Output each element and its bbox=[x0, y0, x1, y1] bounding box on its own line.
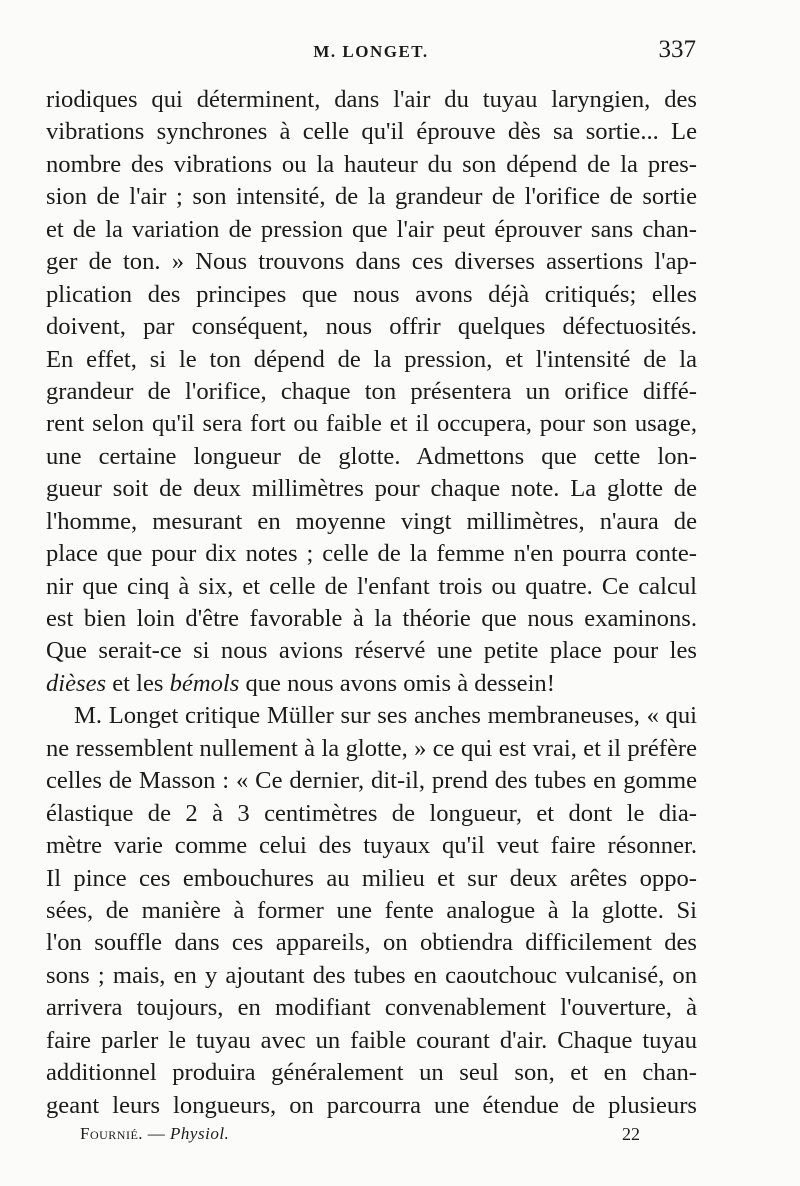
text-segment: rent selon qu'il sera fort ou faible et il occupera, pour son usage, bbox=[46, 410, 697, 438]
text-line bbox=[46, 992, 697, 1024]
text-segment: sion de l'air ; son intensité, de la grandeur de l'orifice de sortie bbox=[46, 183, 697, 211]
signature-title: Physiol. bbox=[170, 1124, 230, 1143]
text-segment: gueur soit de deux millimètres pour chaque note. La glotte de bbox=[46, 475, 697, 503]
text-line bbox=[46, 538, 697, 570]
text-segment: plication des principes que nous avons déjà critiqués; elles bbox=[46, 280, 697, 308]
text-segment: Il pince ces embouchures au milieu et sur deux arêtes oppo- bbox=[46, 864, 697, 892]
text-segment: mètre varie comme celui des tuyaux qu'il veut faire résonner. bbox=[46, 832, 697, 860]
text-segment: ger de ton. » Nous trouvons dans ces diverses assertions l'ap- bbox=[46, 248, 697, 276]
text-segment: riodiques qui déterminent, dans l'air du tuyau laryngien, des bbox=[46, 86, 697, 113]
text-line bbox=[46, 246, 697, 278]
text-line bbox=[46, 344, 697, 376]
text-line bbox=[46, 506, 697, 538]
text-line bbox=[46, 84, 697, 116]
text-segment: geant leurs longueurs, on parcourra une étendue de plusieurs bbox=[46, 1091, 697, 1119]
text-segment: sées, de manière à former une fente analogue à la glotte. Si bbox=[46, 896, 697, 924]
text-line bbox=[46, 895, 697, 927]
text-line bbox=[46, 181, 697, 213]
text-line bbox=[46, 635, 697, 667]
text-segment: En effet, si le ton dépend de la pression, et l'intensité de la bbox=[46, 345, 697, 373]
italic-segment: bémols bbox=[169, 669, 240, 697]
running-head: M. LONGET. bbox=[313, 42, 429, 61]
text-segment: doivent, par conséquent, nous offrir quelques défectuosités. bbox=[46, 313, 697, 341]
text-line bbox=[46, 733, 697, 765]
page-number: 337 bbox=[658, 36, 696, 63]
text-segment: additionnel produira généralement un seul son, et en chan- bbox=[46, 1059, 697, 1087]
text-line bbox=[46, 830, 697, 862]
text-line bbox=[46, 116, 697, 148]
text-segment: sons ; mais, en y ajoutant des tubes en caoutchouc vulcanisé, on bbox=[46, 961, 697, 989]
signature-separator: — bbox=[143, 1124, 171, 1143]
text-line bbox=[46, 765, 697, 797]
text-segment: place que pour dix notes ; celle de la femme n'en pourra conte- bbox=[46, 540, 697, 568]
text-line bbox=[46, 1025, 697, 1057]
text-segment: celles de Masson : « Ce dernier, dit-il, prend des tubes en gomme bbox=[46, 767, 697, 795]
text-line bbox=[46, 798, 697, 830]
text-segment: nombre des vibrations ou la hauteur du son dépend de la pres- bbox=[46, 150, 697, 178]
text-line bbox=[46, 214, 697, 246]
text-segment: est bien loin d'être favorable à la théorie que nous examinons. bbox=[46, 605, 697, 632]
text-segment: nir que cinq à six, et celle de l'enfant trois ou quatre. Ce calcul bbox=[46, 572, 697, 600]
text-segment: Que serait-ce si nous avions réservé une petite place pour les bbox=[46, 637, 697, 665]
text-line bbox=[46, 473, 697, 505]
signature-author: Fournié. bbox=[80, 1124, 144, 1143]
page-footer bbox=[80, 1124, 640, 1154]
text-segment: et de la variation de pression que l'air peut éprouver sans chan- bbox=[46, 215, 697, 243]
text-line bbox=[46, 571, 697, 603]
text-line bbox=[46, 603, 697, 635]
text-segment: que nous avons omis à dessein! bbox=[239, 669, 555, 697]
text-line bbox=[46, 960, 697, 992]
text-line bbox=[46, 376, 697, 408]
page-header bbox=[46, 36, 696, 68]
text-line bbox=[46, 668, 697, 700]
text-line bbox=[46, 927, 697, 959]
text-segment: et les bbox=[106, 669, 170, 697]
signature-number: 22 bbox=[622, 1124, 640, 1144]
body-text bbox=[46, 84, 697, 1122]
text-line bbox=[46, 408, 697, 440]
text-segment: vibrations synchrones à celle qu'il éprouve dès sa sortie... Le bbox=[46, 118, 697, 146]
text-line bbox=[46, 149, 697, 181]
text-segment: faire parler le tuyau avec un faible courant d'air. Chaque tuyau bbox=[46, 1026, 697, 1054]
text-line bbox=[46, 311, 697, 343]
signature-mark bbox=[80, 1124, 229, 1144]
text-line bbox=[46, 700, 697, 732]
text-segment: l'on souffle dans ces appareils, on obtiendra difficilement des bbox=[46, 929, 697, 957]
text-segment: une certaine longueur de glotte. Admettons que cette lon- bbox=[46, 442, 697, 470]
text-line bbox=[46, 1057, 697, 1089]
italic-segment: dièses bbox=[46, 669, 107, 697]
text-line bbox=[46, 441, 697, 473]
text-segment: arrivera toujours, en modifiant convenablement l'ouverture, à bbox=[46, 994, 697, 1022]
text-segment: l'homme, mesurant en moyenne vingt millimètres, n'aura de bbox=[46, 507, 697, 535]
text-line bbox=[46, 863, 697, 895]
text-line bbox=[46, 279, 697, 311]
text-segment: élastique de 2 à 3 centimètres de longueur, et dont le dia- bbox=[46, 799, 697, 827]
text-segment: M. Longet critique Müller sur ses anches membraneuses, « qui bbox=[74, 702, 697, 730]
text-segment: grandeur de l'orifice, chaque ton présentera un orifice diffé- bbox=[46, 377, 697, 405]
text-line bbox=[46, 1090, 697, 1122]
text-segment: ne ressemblent nullement à la glotte, » ce qui est vrai, et il préfère bbox=[46, 734, 697, 762]
